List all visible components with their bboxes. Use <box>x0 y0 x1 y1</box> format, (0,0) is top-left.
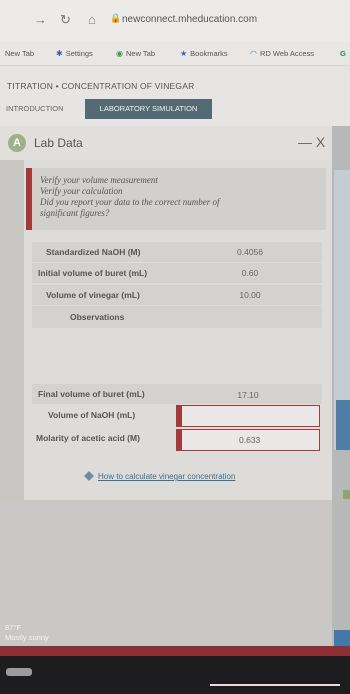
row-label: Molarity of acetic acid (M) <box>36 433 140 443</box>
liquid-image <box>336 400 350 450</box>
row-value: 0.60 <box>241 268 259 278</box>
lock-icon: 🔒 <box>110 13 122 23</box>
row-label: Final volume of buret (mL) <box>38 389 145 399</box>
row-label: Observations <box>70 312 125 322</box>
callout-line: Did you report your data to the correct number of <box>40 197 220 207</box>
weather-temp: 87°F <box>5 623 21 632</box>
bookmark-new-tab-2[interactable]: ◉ New Tab <box>116 49 156 58</box>
bezel-line <box>210 684 340 686</box>
bookmark-new-tab[interactable]: New Tab <box>5 49 35 58</box>
url-bar[interactable]: newconnect.mheducation.com <box>122 14 258 25</box>
callout-line: Verify your calculation <box>40 186 123 196</box>
lab-data-header <box>0 126 350 160</box>
bookmark-settings[interactable]: ✱ Settings <box>56 49 93 58</box>
gear-icon: ✱ <box>56 49 63 58</box>
forward-arrow-icon[interactable]: → <box>34 12 47 27</box>
green-marker <box>343 490 350 499</box>
globe-icon: ◉ <box>116 49 123 58</box>
row-label: Initial volume of buret (mL) <box>38 268 148 278</box>
tab-introduction[interactable]: INTRODUCTION <box>6 104 64 113</box>
star-icon: ★ <box>180 49 188 58</box>
feedback-callout <box>26 168 326 230</box>
row-label: Standardized NaOH (M) <box>46 247 141 257</box>
how-to-calculate-link[interactable]: How to calculate vinegar concentration <box>98 472 236 481</box>
home-icon[interactable]: ⌂ <box>88 12 96 27</box>
bookmark-rd-web-access[interactable]: ◠ RD Web Access <box>250 49 315 58</box>
row-label: Volume of vinegar (mL) <box>46 290 140 300</box>
window-controls[interactable]: — X <box>298 134 326 150</box>
callout-line: Verify your volume measurement <box>40 175 158 185</box>
page-title: TITRATION • CONCENTRATION OF VINEGAR <box>7 81 195 91</box>
row-value: 10.00 <box>239 290 261 300</box>
browser-toolbar <box>0 0 350 42</box>
background-lower <box>0 500 332 646</box>
device-icon <box>6 668 32 676</box>
callout-line: significant figures? <box>40 208 110 218</box>
row-label: Volume of NaOH (mL) <box>48 410 136 420</box>
bookmarks-bar <box>0 42 350 66</box>
tab-laboratory-simulation[interactable]: LABORATORY SIMULATION <box>85 99 212 119</box>
taskbar-strip <box>0 646 350 656</box>
reload-icon[interactable]: ↻ <box>60 12 71 27</box>
lab-badge: A <box>8 134 26 152</box>
screen-bezel <box>0 656 350 694</box>
row-value: 17.10 <box>237 390 259 400</box>
lab-title: Lab Data <box>34 136 83 150</box>
remote-icon: ◠ <box>250 49 257 58</box>
weather-condition: Mostly sunny <box>5 633 49 642</box>
bookmark-g[interactable]: G <box>340 49 346 58</box>
bookmark-bookmarks[interactable]: ★ Bookmarks <box>180 49 228 58</box>
row-value: 0.4056 <box>237 247 263 257</box>
input-value: 0.633 <box>239 435 261 445</box>
page-header <box>0 66 350 126</box>
volume-naoh-input[interactable] <box>176 405 320 427</box>
molarity-acetic-acid-input[interactable] <box>176 429 320 451</box>
